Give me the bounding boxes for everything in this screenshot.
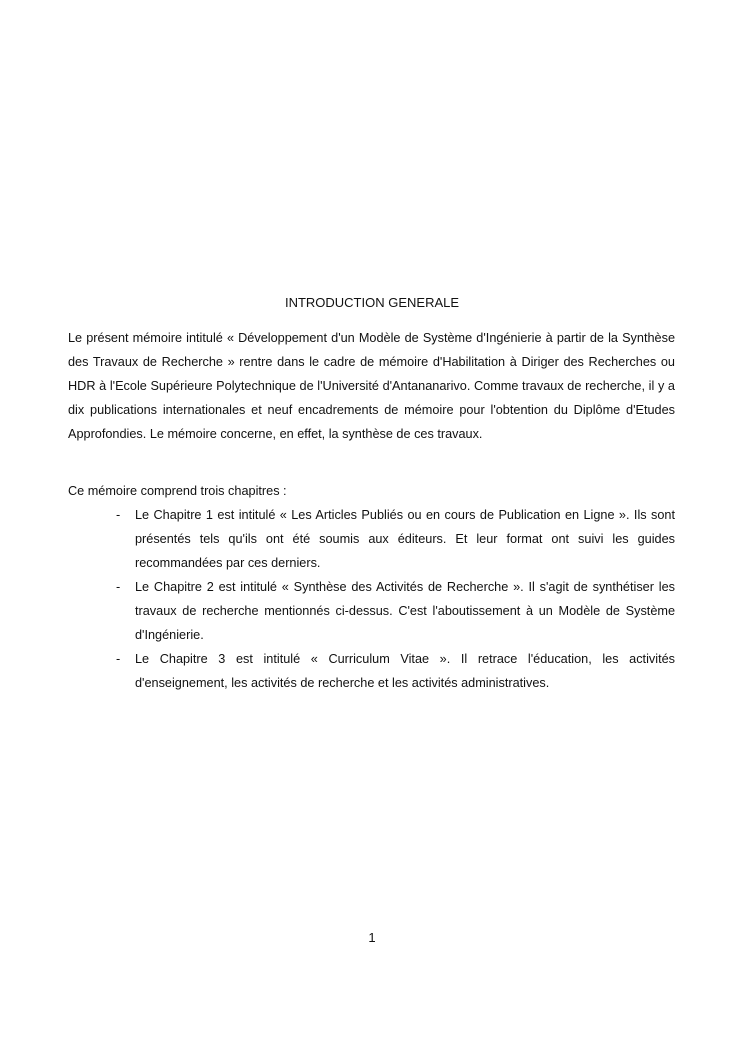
list-item [68,647,675,695]
list-item-text: Le Chapitre 2 est intitulé « Synthèse des Activités de Recherche ». Il s'agit de synthétiser les travaux de recherche mentionnés ci-dessus. C'est l'aboutissement à un Modèle de Système d'Ingénierie. [135,580,675,642]
list-item-text: Le Chapitre 3 est intitulé « Curriculum Vitae ». Il retrace l'éducation, les activités d'enseignement, les activités de recherche et les activités administratives. [135,652,675,690]
chapters-intro: Ce mémoire comprend trois chapitres : [68,484,287,498]
bullet-dash: - [116,508,121,522]
chapter-list [68,503,675,695]
bullet-dash: - [116,580,121,594]
bullet-dash: - [116,652,121,666]
section-title: INTRODUCTION GENERALE [284,295,460,310]
list-item [68,503,675,575]
list-item [68,575,675,647]
intro-paragraph: Le présent mémoire intitulé « Développement d'un Modèle de Système d'Ingénierie à partir de la Synthèse des Travaux de Recherche » rentre dans le cadre de mémoire d'Habilitation à Diriger des Recherches ou HDR à l'Ecole Supérieure Polytechnique de l'Université d'Antananarivo. Comme travaux de recherche, il y a dix publications internationales et neuf encadrements de mémoire pour l'obtention du Diplôme d'Etudes Approfondies. Le mémoire concerne, en effet, la synthèse de ces travaux. [68,331,675,441]
page-number: 1 [368,930,376,945]
list-item-text: Le Chapitre 1 est intitulé « Les Articles Publiés ou en cours de Publication en Ligne ». Ils sont présentés tels qu'ils ont été soumis aux éditeurs. Et leur format ont suivi les guides recommandées par ces derniers. [135,508,675,570]
